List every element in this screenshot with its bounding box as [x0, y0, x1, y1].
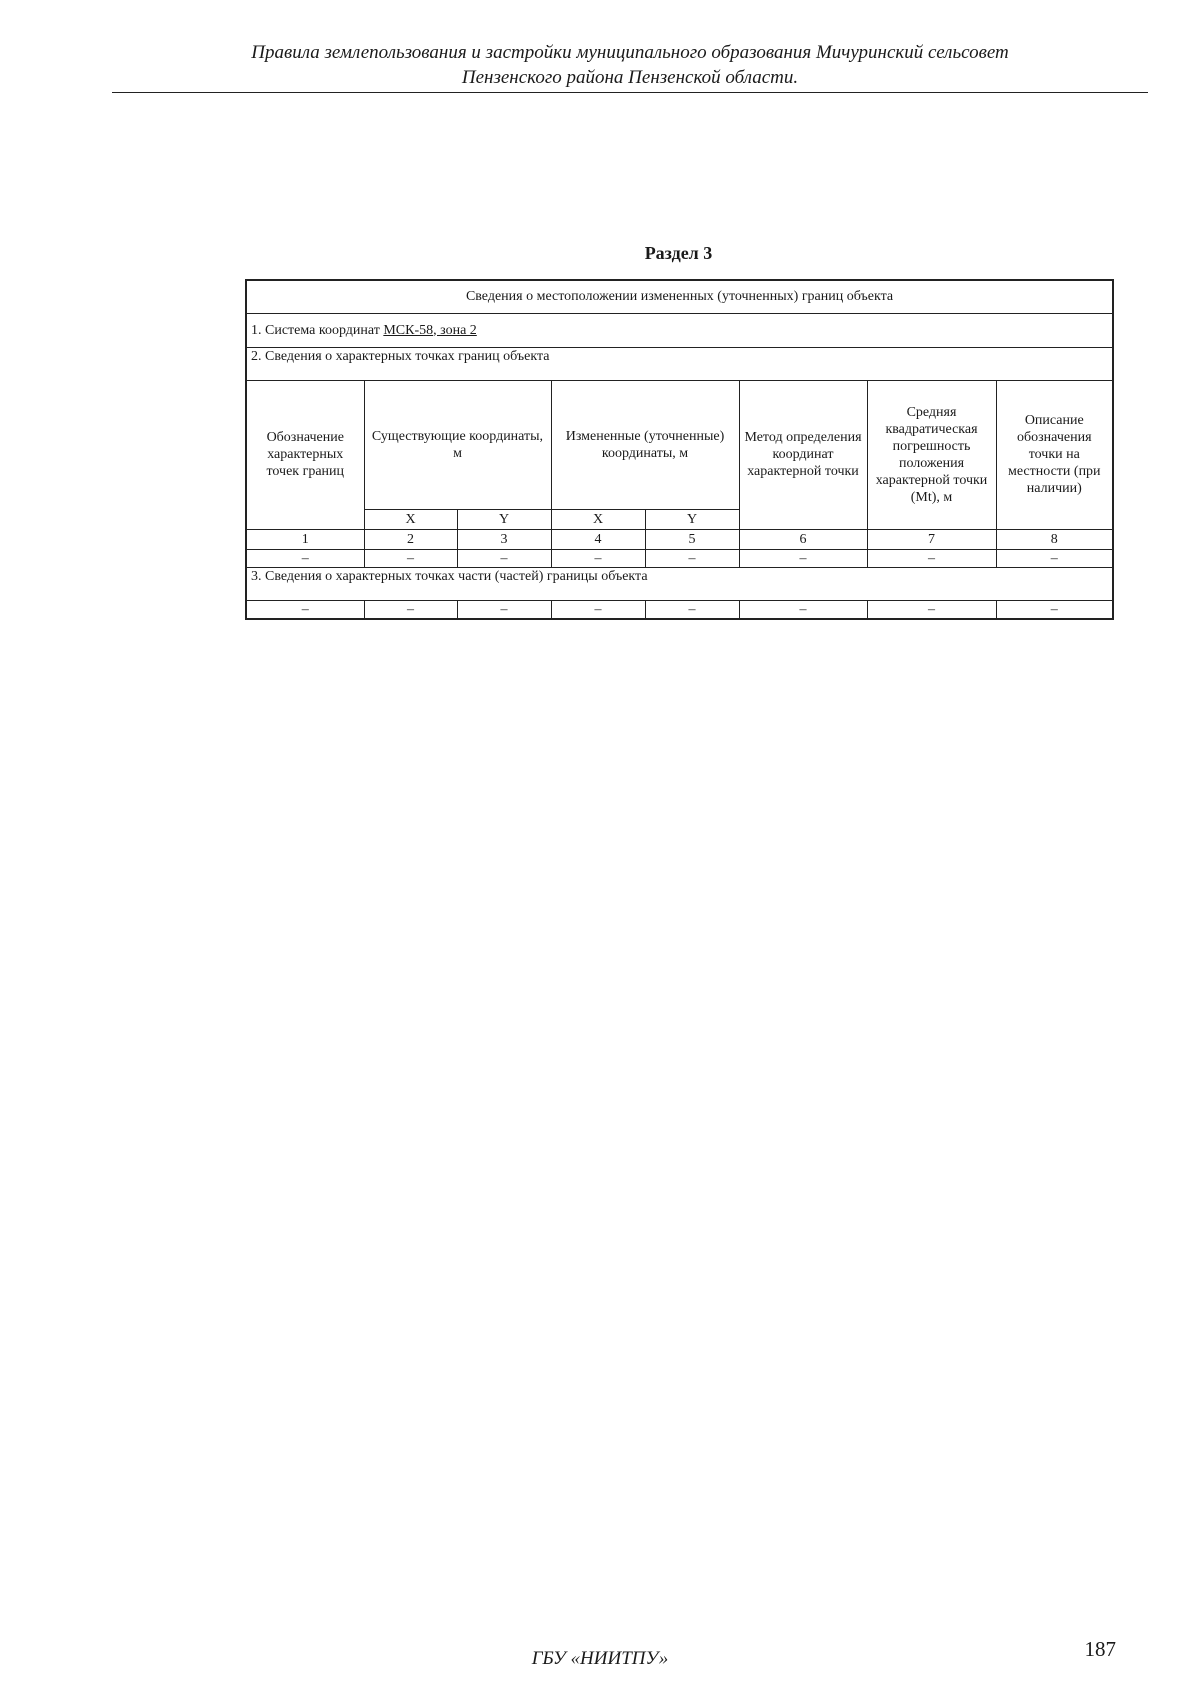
parts-heading: 3. Сведения о характерных точках части (частей) границы объекта [246, 567, 1113, 600]
section-title: Раздел 3 [644, 243, 713, 263]
empty-cell: – [457, 600, 551, 619]
existing-y-header: Y [457, 509, 551, 529]
document-header [112, 40, 1148, 93]
table-title-row [246, 280, 1113, 313]
empty-cell: – [739, 600, 867, 619]
col-changed-header: Измененные (уточненные) координаты, м [551, 380, 739, 509]
col-designation-header: Обозначение характерных точек границ [246, 380, 364, 529]
points-heading-row [246, 347, 1113, 380]
coord-system-value: МСК-58, зона 2 [383, 322, 477, 338]
table-row [246, 549, 1113, 567]
col-description-header: Описание обозначения точки на местности (при наличии) [996, 380, 1113, 529]
document-footer: ГБУ «НИИТПУ» [531, 1648, 669, 1669]
points-heading: 2. Сведения о характерных точках границ объекта [246, 347, 1113, 380]
table-row [246, 600, 1113, 619]
empty-cell: – [246, 549, 364, 567]
empty-cell: – [246, 600, 364, 619]
column-number: 7 [867, 529, 996, 549]
column-number: 2 [364, 529, 457, 549]
empty-cell: – [996, 549, 1113, 567]
changed-y-header: Y [645, 509, 739, 529]
empty-cell: – [867, 600, 996, 619]
table-title: Сведения о местоположении измененных (уточненных) границ объекта [246, 280, 1113, 313]
empty-cell: – [739, 549, 867, 567]
empty-cell: – [645, 549, 739, 567]
column-number: 1 [246, 529, 364, 549]
existing-x-header: X [364, 509, 457, 529]
column-number: 3 [457, 529, 551, 549]
empty-cell: – [551, 600, 645, 619]
header-line-2: Пензенского района Пензенской области. [461, 67, 799, 88]
empty-cell: – [645, 600, 739, 619]
empty-cell: – [996, 600, 1113, 619]
empty-cell: – [551, 549, 645, 567]
empty-cell: – [364, 549, 457, 567]
column-number: 4 [551, 529, 645, 549]
column-header-row [246, 380, 1113, 509]
empty-cell: – [867, 549, 996, 567]
page-number: 187 [1084, 1637, 1116, 1661]
col-method-header: Метод определения координат характерной точки [739, 380, 867, 529]
column-number: 8 [996, 529, 1113, 549]
coord-system-cell [246, 313, 1113, 347]
col-error-header: Средняя квадратическая погрешность положения характерной точки (Mt), м [867, 380, 996, 529]
header-line-1: Правила землепользования и застройки муниципального образования Мичуринский сельсовет [251, 42, 1009, 63]
col-existing-header: Существующие координаты, м [364, 380, 551, 509]
boundary-coordinates-table [245, 279, 1114, 620]
column-number: 5 [645, 529, 739, 549]
changed-x-header: X [551, 509, 645, 529]
coord-system-row [246, 313, 1113, 347]
coord-system-prefix: 1. Система координат [251, 322, 384, 338]
empty-cell: – [457, 549, 551, 567]
empty-cell: – [364, 600, 457, 619]
column-number-row [246, 529, 1113, 549]
parts-heading-row [246, 567, 1113, 600]
column-number: 6 [739, 529, 867, 549]
